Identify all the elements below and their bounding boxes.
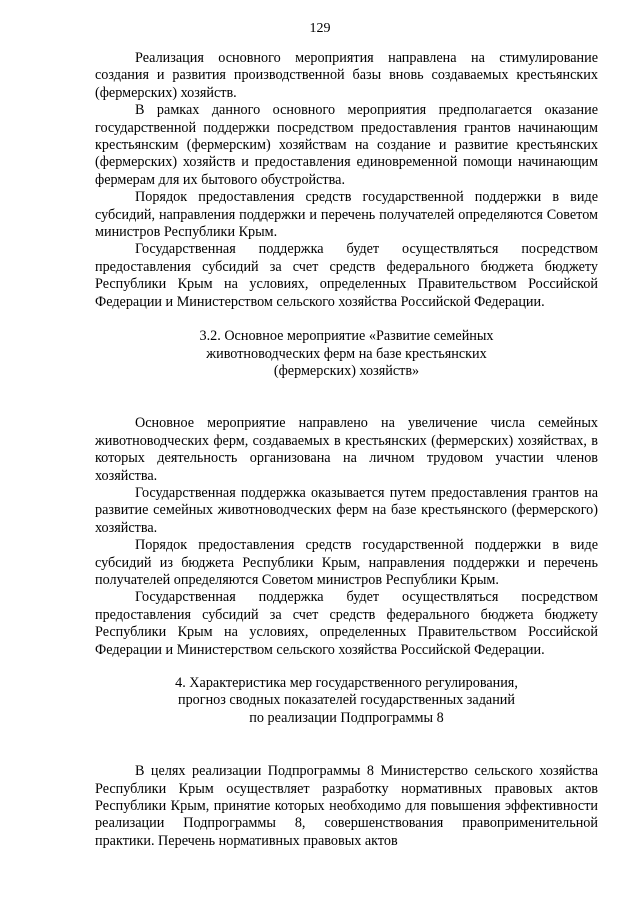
document-body [95,50,598,850]
paragraph: Порядок предоставления средств государственной поддержки в виде субсидий из бюджета Республики Крым, направления поддержки и перечень получателей определяются Советом министров Республики Крым. [95,537,598,588]
heading-line: прогноз сводных показателей государственных заданий [177,692,515,709]
paragraph: В целях реализации Подпрограммы 8 Министерство сельского хозяйства Республики Крым осуществляет разработку нормативных правовых актов Республики Крым, принятие которых необходимо для повышения эффективности реализации Подпрограммы 8, совершенствования правоприменительной практики. Перечень нормативных правовых актов [95,763,598,849]
heading-line: (фермерских) хозяйств» [273,362,420,379]
paragraph: Порядок предоставления средств государственной поддержки в виде субсидий, направления поддержки и перечень получателей определяются Советом министров Республики Крым. [95,189,598,241]
heading-line: 4. Характеристика мер государственного регулирования, [175,675,518,691]
section-heading-3-2 [95,328,598,380]
heading-line: животноводческих ферм на базе крестьянских [206,345,487,362]
paragraph: Государственная поддержка будет осуществляться посредством предоставления субсидий за счет средств федерального бюджета бюджету Республики Крым на условиях, определенных Правительством Российской Федерации и Министерством сельского хозяйства Российской Федерации. [95,589,598,658]
paragraph: Реализация основного мероприятия направлена на стимулирование создания и развития производственной базы вновь создаваемых крестьянских (фермерских) хозяйств. [95,50,598,101]
heading-line: по реализации Подпрограммы 8 [249,709,444,726]
paragraph: В рамках данного основного мероприятия предполагается оказание государственной поддержки посредством предоставления грантов начинающим крестьянским (фермерским) хозяйствам на создание и развитие крестьянских (фермерских) хозяйств и предоставления единовременной помощи начинающим фермерам для их бытового обустройства. [95,102,598,188]
heading-line: 3.2. Основное мероприятие «Развитие семейных [199,328,494,345]
section-heading-4 [95,675,598,727]
paragraph: Государственная поддержка оказывается путем предоставления грантов на развитие семейных животноводческих ферм на базе крестьянского (фермерского) хозяйства. [95,484,598,536]
page-number: 129 [309,21,331,36]
paragraph: Основное мероприятие направлено на увеличение числа семейных животноводческих ферм, создаваемых в крестьянских (фермерских) хозяйствах, в которых деятельность организована на личном трудовом участии членов хозяйства. [95,415,598,484]
paragraph: Государственная поддержка будет осуществляться посредством предоставления субсидий за счет средств федерального бюджета бюджету Республики Крым на условиях, определенных Правительством Российской Федерации и Министерством сельского хозяйства Российской Федерации. [95,241,598,310]
